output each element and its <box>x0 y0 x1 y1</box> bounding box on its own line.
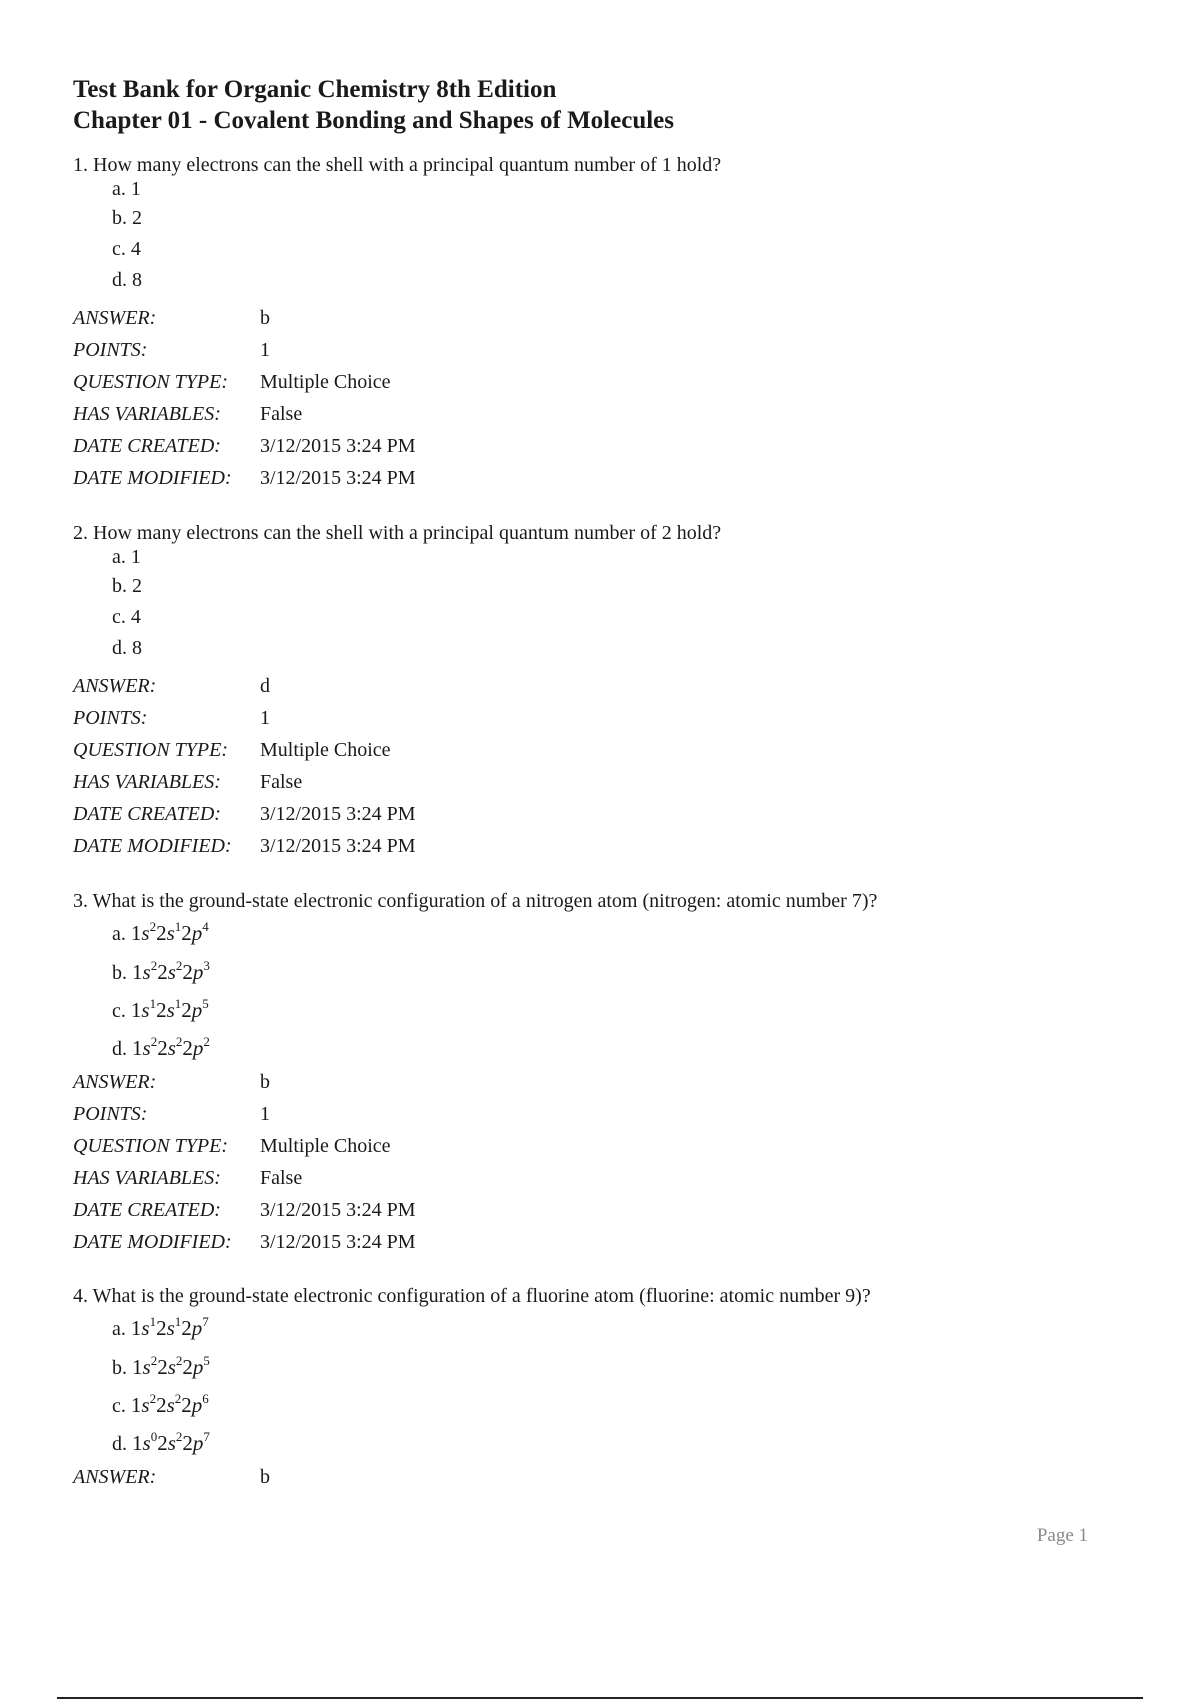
option-letter: b. <box>112 207 127 229</box>
question-2-metadata <box>73 670 1133 862</box>
points-row <box>73 702 1133 734</box>
has-variables-row <box>73 398 1133 430</box>
points-value: 1 <box>260 707 270 729</box>
date-modified-row <box>73 1226 1133 1258</box>
question-4-metadata <box>73 1461 1133 1493</box>
has-variables-row <box>73 766 1133 798</box>
date-created-row <box>73 798 1133 830</box>
page-number: Page 1 <box>1036 1525 1088 1546</box>
document-header <box>73 74 674 136</box>
date-created-value: 3/12/2015 3:24 PM <box>260 435 416 457</box>
answer-row <box>73 302 1133 334</box>
chapter-title: Chapter 01 - Covalent Bonding and Shapes of Molecules <box>73 107 674 134</box>
option-letter: d. <box>112 1038 132 1060</box>
question-3 <box>73 889 1133 1067</box>
option-d <box>112 636 1133 662</box>
question-1-metadata <box>73 302 1133 494</box>
has-variables-label: HAS VARIABLES: <box>73 771 221 793</box>
date-created-row <box>73 1194 1133 1226</box>
option-letter: c. <box>112 238 126 260</box>
has-variables-value: False <box>260 771 303 793</box>
option-letter: c. <box>112 1395 131 1417</box>
option-d <box>112 268 1133 294</box>
option-text: 4 <box>130 238 141 260</box>
question-stem: 3. What is the ground-state electronic configuration of a nitrogen atom (nitrogen: atomic number 7)? <box>73 890 878 912</box>
question-type-label: QUESTION TYPE: <box>73 1135 229 1157</box>
answer-options <box>112 177 1133 294</box>
electron-configuration: $1s^22s^12p^4$ <box>130 919 209 945</box>
option-letter: a. <box>112 1318 131 1340</box>
question-type-value: Multiple Choice <box>260 1135 391 1157</box>
date-created-label: DATE CREATED: <box>73 435 221 457</box>
question-type-value: Multiple Choice <box>260 739 391 761</box>
date-modified-value: 3/12/2015 3:24 PM <box>260 835 416 857</box>
points-label: POINTS: <box>73 1103 148 1125</box>
answer-row <box>73 1461 1133 1493</box>
question-type-row <box>73 366 1133 398</box>
question-3-metadata <box>73 1066 1133 1258</box>
answer-row <box>73 670 1133 702</box>
date-created-label: DATE CREATED: <box>73 1199 221 1221</box>
option-c <box>112 991 1133 1029</box>
option-text: 1 <box>130 178 141 200</box>
points-label: POINTS: <box>73 339 148 361</box>
option-letter: a. <box>112 923 131 945</box>
question-type-label: QUESTION TYPE: <box>73 739 229 761</box>
option-letter: b. <box>112 575 127 597</box>
bottom-divider <box>57 1697 1143 1699</box>
electron-configuration: $1s^22s^22p^6$ <box>130 1391 209 1417</box>
date-created-value: 3/12/2015 3:24 PM <box>260 803 416 825</box>
option-text: 8 <box>132 269 142 291</box>
electron-configuration: $1s^12s^12p^5$ <box>130 996 209 1022</box>
answer-value: b <box>260 1466 270 1488</box>
option-a <box>112 545 1133 574</box>
option-c <box>112 1386 1133 1424</box>
option-c <box>112 237 1133 268</box>
date-modified-value: 3/12/2015 3:24 PM <box>260 1231 416 1253</box>
electron-configuration: $1s^12s^12p^7$ <box>130 1314 209 1340</box>
option-b <box>112 574 1133 605</box>
option-a <box>112 177 1133 206</box>
has-variables-value: False <box>260 1167 303 1189</box>
question-type-label: QUESTION TYPE: <box>73 371 229 393</box>
points-row <box>73 334 1133 366</box>
electron-configuration: $1s^22s^22p^3$ <box>132 958 210 984</box>
option-letter: c. <box>112 1000 131 1022</box>
answer-options <box>112 913 1133 1067</box>
question-stem: 2. How many electrons can the shell with a principal quantum number of 2 hold? <box>73 522 722 544</box>
electron-configuration: $1s^22s^22p^2$ <box>132 1034 210 1060</box>
points-value: 1 <box>260 1103 270 1125</box>
points-value: 1 <box>260 339 270 361</box>
date-modified-label: DATE MODIFIED: <box>73 1231 232 1253</box>
answer-row <box>73 1066 1133 1098</box>
has-variables-label: HAS VARIABLES: <box>73 1167 221 1189</box>
option-letter: c. <box>112 606 126 628</box>
date-modified-label: DATE MODIFIED: <box>73 835 232 857</box>
option-letter: a. <box>112 546 126 568</box>
question-type-row <box>73 734 1133 766</box>
answer-label: ANSWER: <box>73 1466 157 1488</box>
question-1 <box>73 153 1133 294</box>
question-type-row <box>73 1130 1133 1162</box>
answer-value: d <box>260 675 270 697</box>
answer-options <box>112 545 1133 662</box>
date-modified-label: DATE MODIFIED: <box>73 467 232 489</box>
option-text: 2 <box>132 207 142 229</box>
answer-label: ANSWER: <box>73 1071 157 1093</box>
option-text: 2 <box>132 575 142 597</box>
option-c <box>112 605 1133 636</box>
option-letter: b. <box>112 962 132 984</box>
question-4 <box>73 1284 1133 1462</box>
option-text: 1 <box>130 546 141 568</box>
date-modified-row <box>73 830 1133 862</box>
electron-configuration: $1s^02s^22p^7$ <box>132 1429 210 1455</box>
date-created-value: 3/12/2015 3:24 PM <box>260 1199 416 1221</box>
question-2 <box>73 521 1133 662</box>
option-b <box>112 1348 1133 1386</box>
answer-value: b <box>260 1071 270 1093</box>
option-d <box>112 1424 1133 1462</box>
option-letter: d. <box>112 637 127 659</box>
question-type-value: Multiple Choice <box>260 371 391 393</box>
has-variables-label: HAS VARIABLES: <box>73 403 221 425</box>
option-a <box>112 1308 1133 1348</box>
option-letter: d. <box>112 269 127 291</box>
has-variables-row <box>73 1162 1133 1194</box>
electron-configuration: $1s^22s^22p^5$ <box>132 1353 210 1379</box>
has-variables-value: False <box>260 403 303 425</box>
option-a <box>112 913 1133 953</box>
date-created-row <box>73 430 1133 462</box>
date-modified-value: 3/12/2015 3:24 PM <box>260 467 416 489</box>
option-text: 4 <box>130 606 141 628</box>
option-b <box>112 953 1133 991</box>
question-stem: 1. How many electrons can the shell with a principal quantum number of 1 hold? <box>73 154 722 176</box>
answer-options <box>112 1308 1133 1462</box>
date-modified-row <box>73 462 1133 494</box>
option-letter: b. <box>112 1357 132 1379</box>
answer-label: ANSWER: <box>73 307 157 329</box>
option-letter: a. <box>112 178 126 200</box>
question-stem: 4. What is the ground-state electronic configuration of a fluorine atom (fluorine: atomic number 9)? <box>73 1285 871 1307</box>
points-row <box>73 1098 1133 1130</box>
document-title: Test Bank for Organic Chemistry 8th Edition <box>73 76 557 103</box>
option-letter: d. <box>112 1433 132 1455</box>
answer-value: b <box>260 307 270 329</box>
answer-label: ANSWER: <box>73 675 157 697</box>
option-b <box>112 206 1133 237</box>
option-d <box>112 1029 1133 1067</box>
date-created-label: DATE CREATED: <box>73 803 221 825</box>
points-label: POINTS: <box>73 707 148 729</box>
option-text: 8 <box>132 637 142 659</box>
